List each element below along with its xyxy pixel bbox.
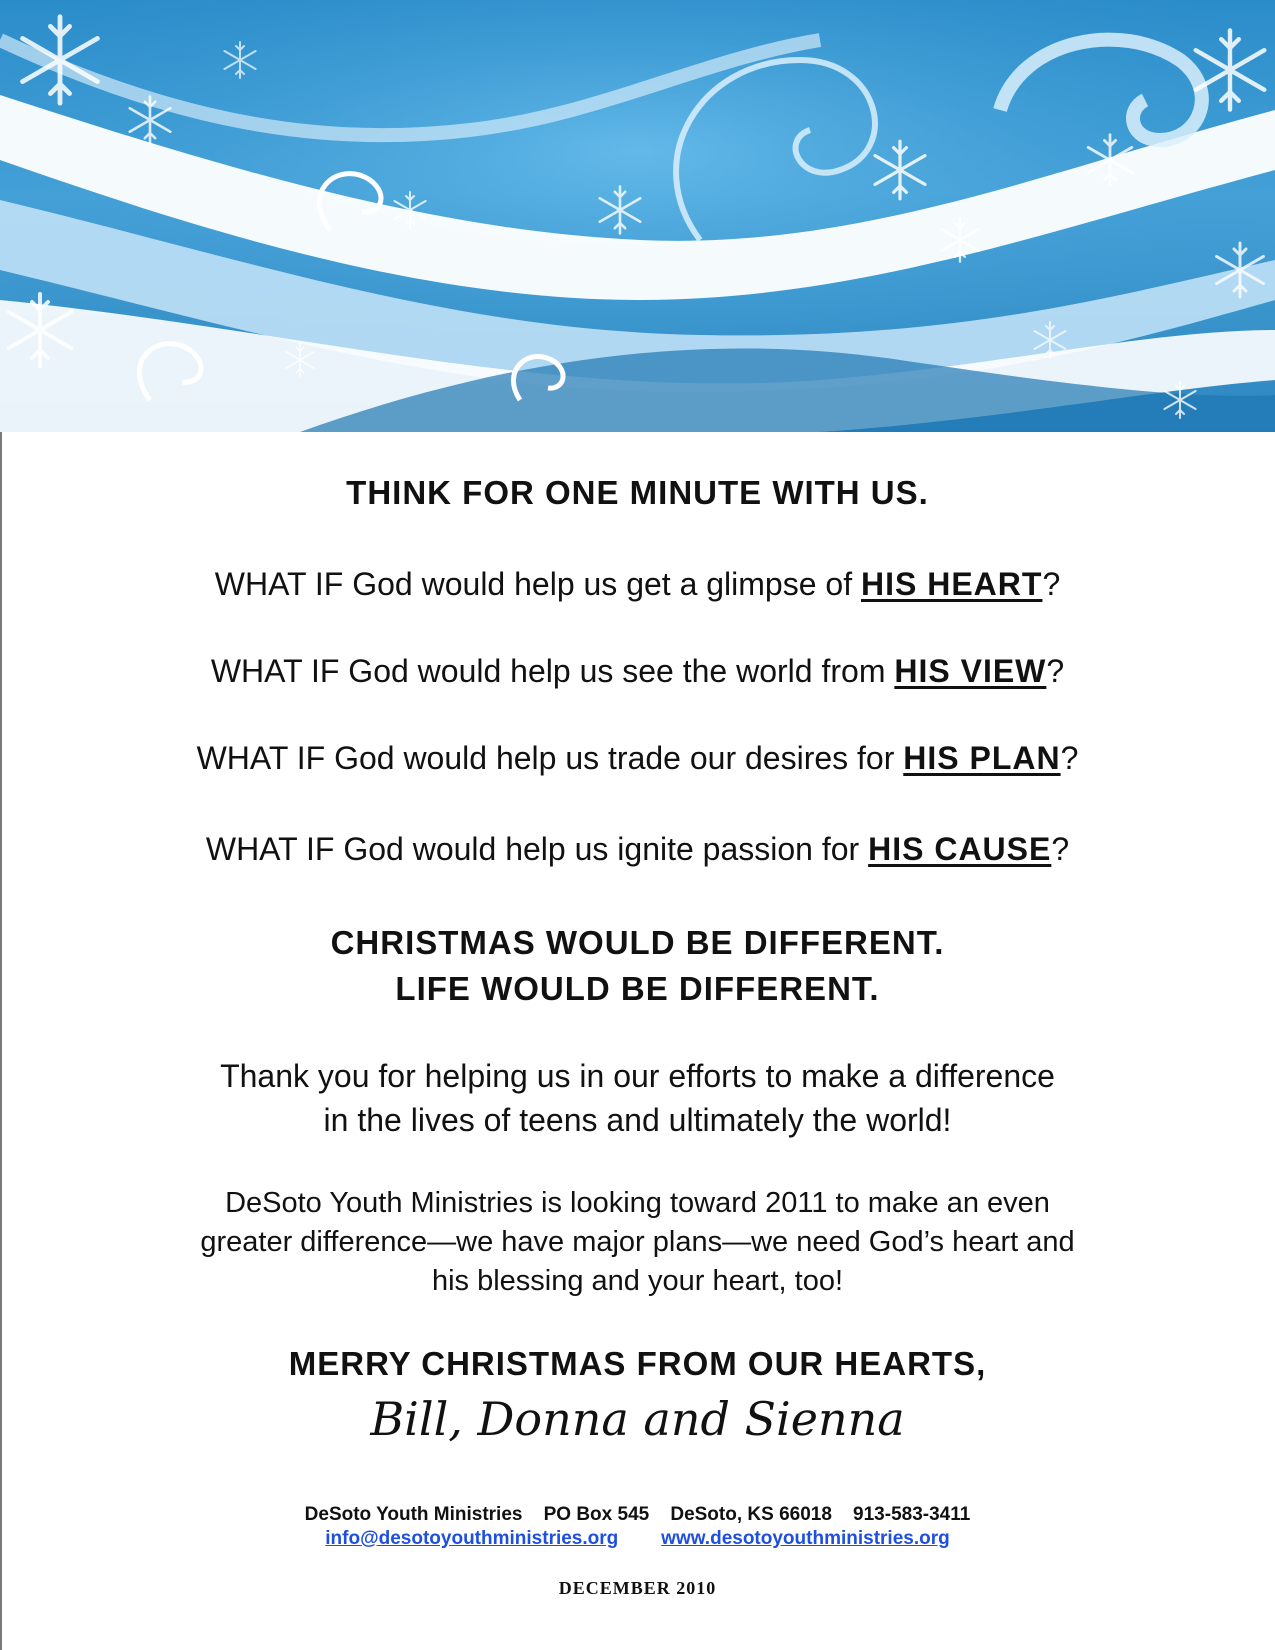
footer-phone: 913-583-3411 [853,1504,971,1525]
question-4-emphasis: HIS CAUSE [868,831,1052,867]
question-3 [0,740,1275,777]
footer-address [0,1504,1275,1526]
email-link[interactable]: info@desotoyouthministries.org [325,1528,619,1549]
question-1-text: WHAT IF God would help us get a glimpse of [214,566,861,602]
footer-city: DeSoto, KS 66018 [670,1504,832,1525]
question-4-text: WHAT IF God would help us ignite passion for [205,831,869,867]
question-3-emphasis: HIS PLAN [903,740,1061,776]
question-4 [0,831,1275,868]
question-1-suffix: ? [1042,566,1061,602]
winter-banner-image [0,0,1275,432]
question-1 [0,566,1275,603]
outlook-line-3: his blessing and your heart, too! [431,1265,844,1297]
footer-links [0,1528,1275,1550]
conclusion-line-2: LIFE WOULD BE DIFFERENT. [395,970,880,1007]
outlook-line-2: greater difference—we have major plans—we need God’s heart and [200,1226,1075,1258]
question-2 [0,653,1275,690]
outlook-line-1: DeSoto Youth Ministries is looking toward 2011 to make an even [225,1187,1050,1219]
date: DECEMBER 2010 [558,1578,717,1598]
thanks-line-2: in the lives of teens and ultimately the world! [323,1102,952,1138]
footer-org: DeSoto Youth Ministries [304,1504,523,1525]
greeting: MERRY CHRISTMAS FROM OUR HEARTS, [288,1345,987,1382]
question-3-suffix: ? [1060,740,1079,776]
footer-po-box: PO Box 545 [543,1504,650,1525]
website-link[interactable]: www.desotoyouthministries.org [661,1528,950,1549]
question-2-emphasis: HIS VIEW [894,653,1047,689]
question-1-emphasis: HIS HEART [860,566,1043,602]
conclusion-line-1: CHRISTMAS WOULD BE DIFFERENT. [330,924,945,961]
question-4-suffix: ? [1051,831,1070,867]
thanks-line-1: Thank you for helping us in our efforts to make a difference [220,1058,1055,1094]
question-3-text: WHAT IF God would help us trade our desires for [196,740,904,776]
signature: Bill, Donna and Sienna [370,1392,905,1446]
headline: THINK FOR ONE MINUTE WITH US. [346,474,929,511]
question-2-suffix: ? [1046,653,1065,689]
question-2-text: WHAT IF God would help us see the world from [210,653,895,689]
